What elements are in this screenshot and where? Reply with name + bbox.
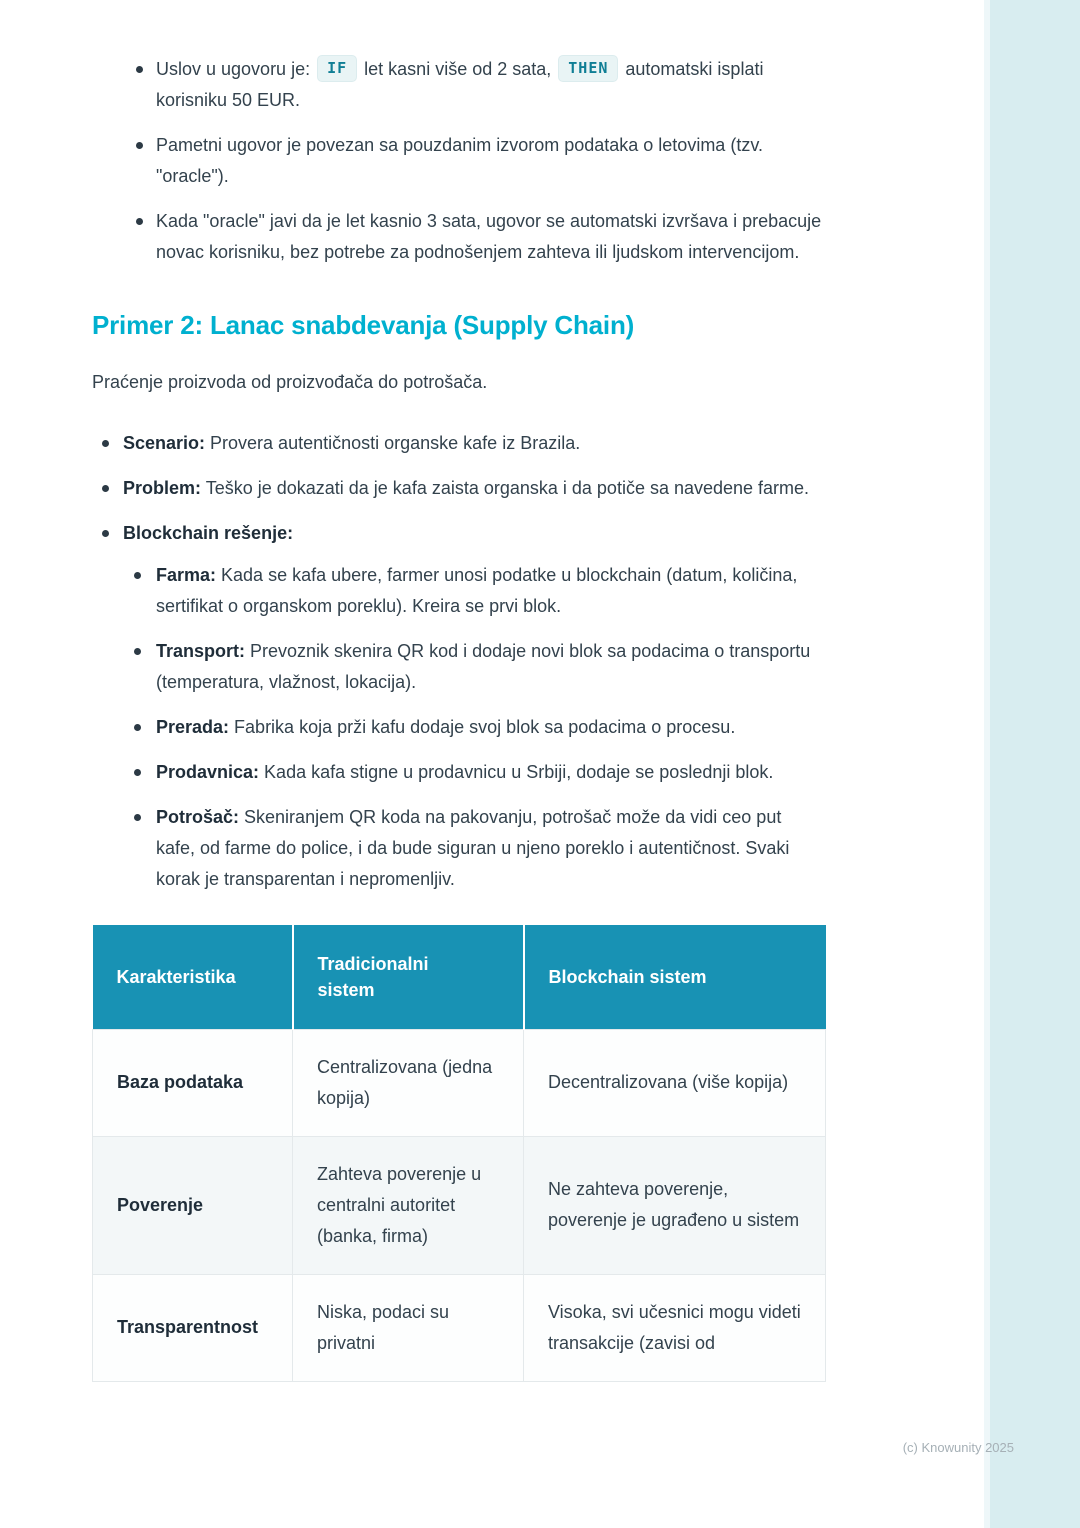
comparison-table-header: [93, 925, 826, 1029]
table-header-row: [93, 925, 826, 1029]
traditional-cell: Niska, podaci su privatni: [293, 1274, 524, 1381]
blockchain-cell: Decentralizovana (više kopija): [524, 1029, 826, 1136]
item-label: Transport:: [156, 641, 246, 661]
item-text: Prevoznik skenira QR kod i dodaje novi blok sa podacima o transportu (temperatura, vlažnost, lokacija).: [156, 641, 811, 692]
supply-chain-list: [92, 428, 825, 895]
section-heading-primer-2: Primer 2: Lanac snabdevanja (Supply Chain): [92, 310, 635, 340]
list-item-prodavnica: [123, 757, 825, 788]
item-label: Problem:: [123, 478, 202, 498]
item-text: Fabrika koja prži kafu dodaje svoj blok sa podacima o procesu.: [229, 717, 736, 737]
item-label: Scenario:: [123, 433, 206, 453]
item-label: Farma:: [156, 565, 217, 585]
code-if-badge: IF: [317, 55, 357, 82]
bullet-text: automatski isplati korisniku 50 EUR.: [156, 59, 764, 110]
list-item-auto-execution: [92, 206, 825, 268]
row-label-cell: Poverenje: [93, 1136, 293, 1274]
item-text: Kada se kafa ubere, farmer unosi podatke u blockchain (datum, količina, sertifikat o organskom poreklu). Kreira se prvi blok.: [156, 565, 798, 616]
item-text: Skeniranjem QR koda na pakovanju, potrošač može da vidi ceo put kafe, od farme do police, i da bude siguran u njeno poreklo i autentičnost. Svaki korak je transparentan i nepromenljiv.: [156, 807, 790, 889]
header-text: Tradicionalni sistem: [317, 953, 429, 1000]
item-text: Teško je dokazati da je kafa zaista organska i da potiče sa navedene farme.: [201, 478, 810, 498]
list-item-problem: [92, 473, 825, 504]
comparison-table-body: [93, 1029, 826, 1381]
blockchain-steps-sublist: [123, 560, 825, 895]
item-label: Prodavnica:: [156, 762, 260, 782]
smart-contract-bullet-list: [92, 54, 825, 268]
row-label-cell: Baza podataka: [93, 1029, 293, 1136]
bullet-text: Uslov u ugovoru je:: [156, 59, 316, 79]
bullet-text: let kasni više od 2 sata,: [359, 59, 557, 79]
blockchain-cell: Ne zahteva poverenje, poverenje je ugrađeno u sistem: [524, 1136, 826, 1274]
list-item-scenario: [92, 428, 825, 459]
row-label-cell: Transparentnost: [93, 1274, 293, 1381]
copyright-text: (c) Knowunity 2025: [902, 1440, 1014, 1455]
item-label: Prerada:: [156, 717, 230, 737]
bullet-text: Kada "oracle" javi da je let kasnio 3 sata, ugovor se automatski izvršava i prebacuje novac korisniku, bez potrebe za podnošenjem zahteva ili ljudskom intervencijom.: [156, 211, 822, 262]
list-item-farma: [123, 560, 825, 622]
table-row-transparentnost: [93, 1274, 826, 1381]
table-row-baza-podataka: [93, 1029, 826, 1136]
header-cell-blockchain: [524, 925, 826, 1029]
header-cell-karakteristika: [93, 925, 293, 1029]
list-item-prerada: [123, 712, 825, 743]
bullet-text: Pametni ugovor je povezan sa pouzdanim izvorom podataka o letovima (tzv. "oracle").: [156, 135, 763, 186]
header-text: Karakteristika: [116, 966, 236, 987]
list-item-contract-condition: [92, 54, 825, 116]
header-text: Blockchain sistem: [548, 966, 707, 987]
table-row-poverenje: [93, 1136, 826, 1274]
list-item-blockchain-solution: [92, 518, 825, 895]
traditional-cell: Centralizovana (jedna kopija): [293, 1029, 524, 1136]
comparison-table: [92, 925, 826, 1382]
traditional-cell: Zahteva poverenje u centralni autoritet (banka, firma): [293, 1136, 524, 1274]
item-label: Blockchain rešenje:: [123, 523, 294, 543]
item-text: Provera autentičnosti organske kafe iz Brazila.: [205, 433, 581, 453]
item-text: Kada kafa stigne u prodavnicu u Srbiji, dodaje se poslednji blok.: [259, 762, 774, 782]
code-then-badge: THEN: [558, 55, 618, 82]
document-page-content: [92, 0, 825, 1382]
blockchain-cell: Visoka, svi učesnici mogu videti transakcije (zavisi od: [524, 1274, 826, 1381]
list-item-potrosac: [123, 802, 825, 895]
list-item-oracle-source: [92, 130, 825, 192]
header-cell-tradicionalni: [293, 925, 524, 1029]
item-label: Potrošač:: [156, 807, 240, 827]
section-intro-paragraph: Praćenje proizvoda od proizvođača do potrošača.: [92, 372, 488, 392]
list-item-transport: [123, 636, 825, 698]
right-accent-stripe: [984, 0, 1080, 1528]
